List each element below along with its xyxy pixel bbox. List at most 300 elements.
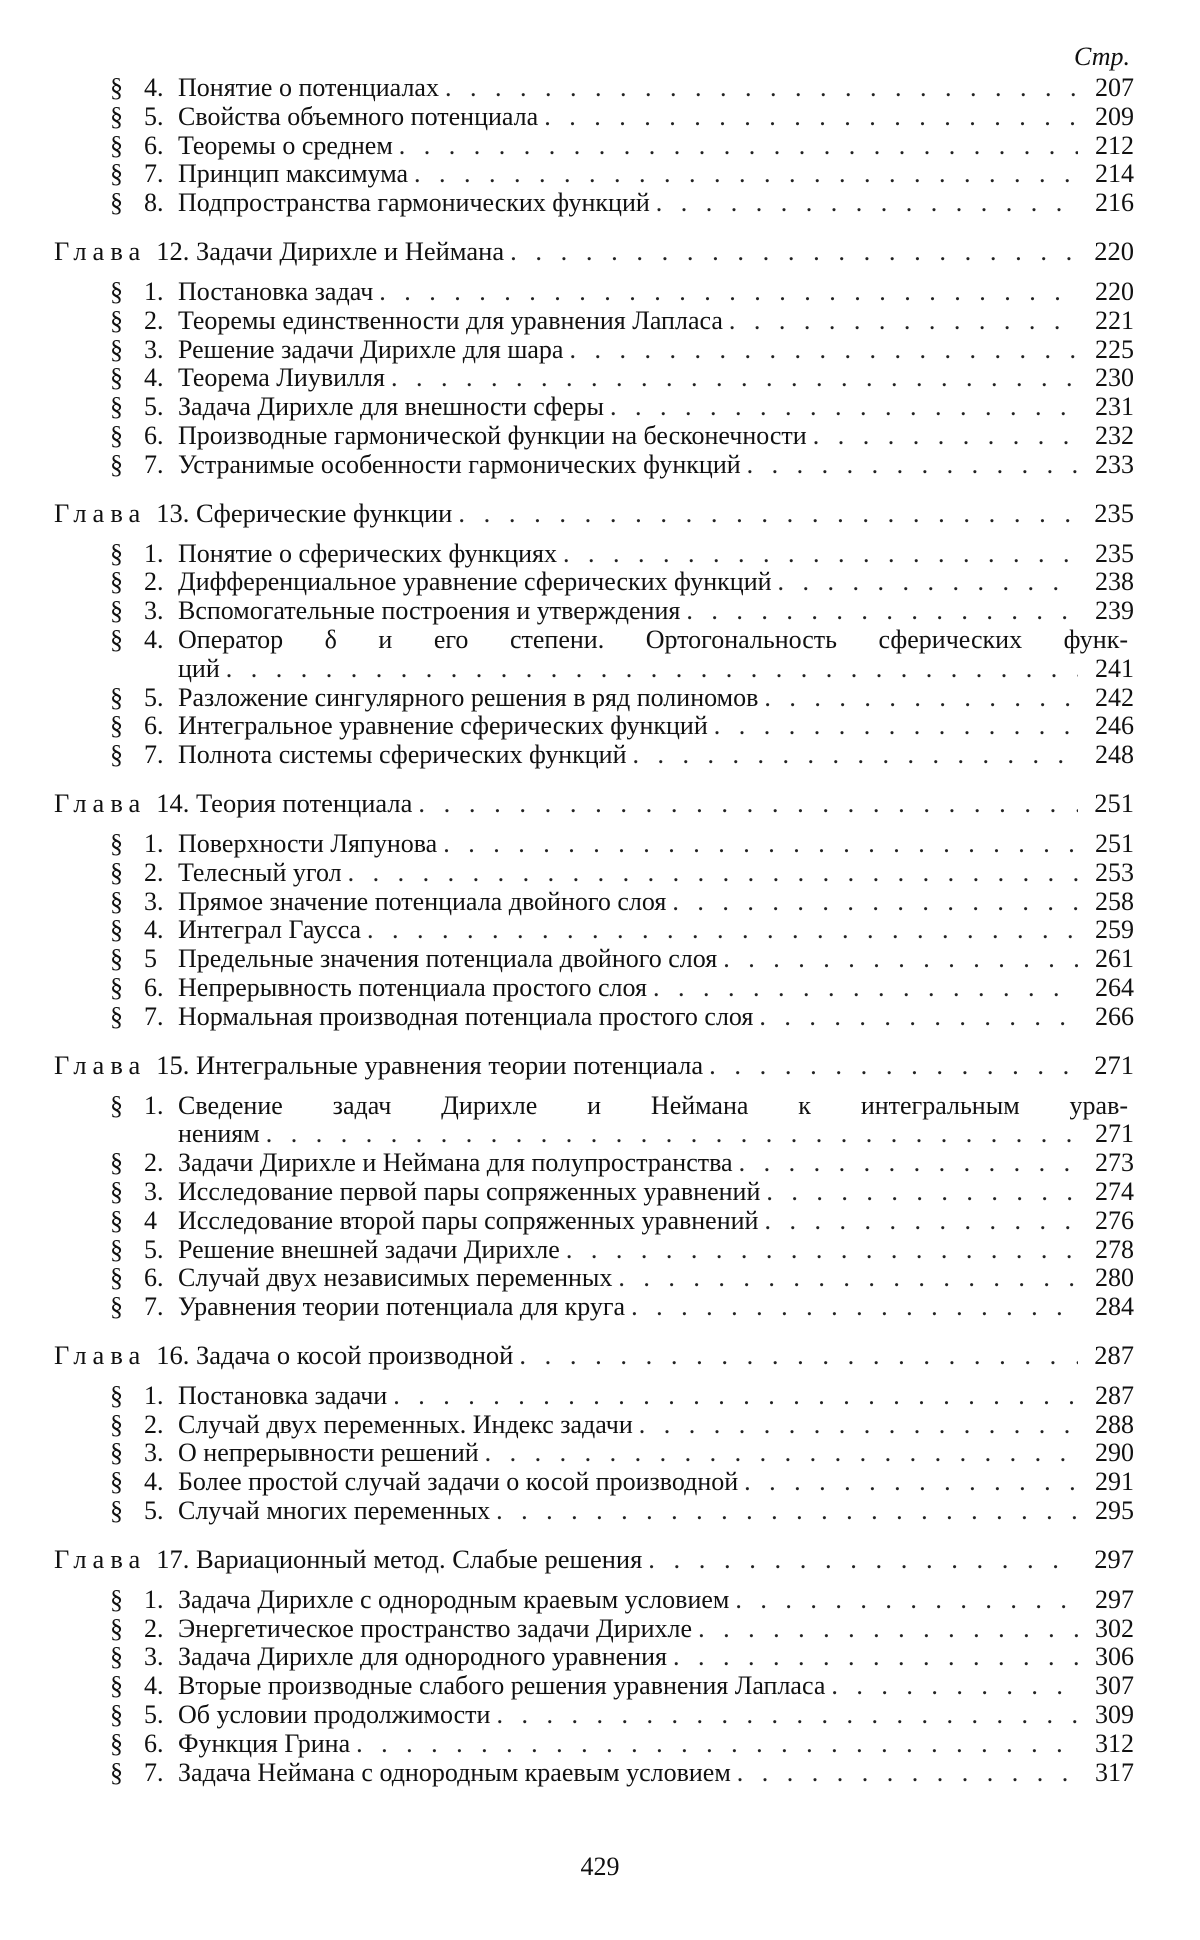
toc-section-entry: [54, 741, 1134, 770]
section-mark: §: [110, 130, 123, 160]
section-page: 242: [1095, 682, 1134, 712]
toc-section-entry: [54, 451, 1134, 480]
section-number: 6.: [144, 420, 164, 450]
toc-section-entry: [54, 888, 1134, 917]
chapter-title: 12. Задачи Дирихле и Неймана: [156, 235, 505, 266]
toc-section-entry: [54, 1643, 1134, 1672]
toc-section-entry: [54, 597, 1134, 626]
chapter-page: 220: [1094, 235, 1134, 266]
chapter-heading: [54, 1050, 1134, 1080]
section-mark: §: [110, 1148, 123, 1178]
section-page: 207: [1095, 73, 1134, 102]
section-number: 2.: [144, 1613, 164, 1643]
toc-section-entry: [54, 1382, 1134, 1411]
section-page: 312: [1095, 1728, 1134, 1758]
section-page: 221: [1095, 305, 1134, 335]
section-title: Свойства объемного потенциала: [178, 101, 539, 131]
toc-section-line-cont: [110, 655, 1134, 684]
section-number: 2.: [144, 567, 164, 597]
dot-leader: [414, 160, 1078, 189]
chapter-word: Глава: [54, 1339, 147, 1370]
section-title: Теорема Лиувилля: [178, 363, 385, 393]
section-page: 280: [1095, 1263, 1134, 1293]
section-number: 3.: [144, 886, 164, 916]
section-title: Постановка задач: [178, 276, 374, 306]
section-page: 238: [1095, 567, 1134, 597]
section-title: Вспомогательные построения и утверждения: [178, 596, 681, 626]
toc-section-entry: [54, 1003, 1134, 1032]
dot-leader: [399, 132, 1078, 161]
chapter-page: 297: [1094, 1543, 1134, 1574]
toc-section-entry: [54, 1586, 1134, 1615]
page-column-label: Стр.: [1074, 42, 1130, 71]
section-number: 1.: [144, 828, 164, 858]
section-title-cont: нениям: [178, 1119, 260, 1149]
section-page: 317: [1095, 1757, 1134, 1787]
dot-leader: [610, 393, 1078, 422]
section-number: 3.: [144, 1438, 164, 1468]
section-number: 5.: [144, 1700, 164, 1730]
section-mark: §: [110, 711, 123, 741]
section-title: Устранимые особенности гармонических функций: [178, 449, 741, 479]
chapter-title: 17. Вариационный метод. Слабые решения: [156, 1543, 643, 1574]
toc-section-entry: [54, 307, 1134, 336]
dot-leader: [686, 597, 1078, 626]
section-page: 266: [1095, 1001, 1134, 1031]
chapter-page: 271: [1094, 1049, 1134, 1080]
section-page: 273: [1095, 1148, 1134, 1178]
section-number: 4.: [144, 624, 164, 654]
toc-section-entry: [54, 684, 1134, 713]
toc-section-entry: [54, 974, 1134, 1003]
chapter-page: 251: [1094, 787, 1134, 818]
toc-section-entry: [54, 1092, 1134, 1150]
section-mark: §: [110, 159, 123, 189]
section-number: 7.: [144, 740, 164, 770]
toc-section-entry: [54, 712, 1134, 741]
section-page: 259: [1095, 915, 1134, 945]
section-mark: §: [110, 334, 123, 364]
section-mark: §: [110, 449, 123, 479]
dot-leader: [735, 1586, 1078, 1615]
section-number: 7.: [144, 159, 164, 189]
dot-leader: [485, 1439, 1078, 1468]
section-number: 7.: [144, 1292, 164, 1322]
chapter-word: Глава: [54, 1049, 147, 1080]
section-number: 1.: [144, 538, 164, 568]
section-title: Теоремы единственности для уравнения Лапласа: [178, 305, 723, 335]
section-mark: §: [110, 915, 123, 945]
chapter-title: 14. Теория потенциала: [156, 787, 413, 818]
toc-section-entry: [54, 132, 1134, 161]
dot-leader: [356, 1730, 1078, 1759]
section-mark: §: [110, 857, 123, 887]
section-page: 248: [1095, 740, 1134, 770]
toc-page: [54, 40, 1134, 1787]
section-title: Постановка задачи: [178, 1380, 388, 1410]
chapter-title: 13. Сферические функции: [156, 497, 453, 528]
dot-leader: [544, 103, 1078, 132]
section-title: Дифференциальное уравнение сферических функций: [178, 567, 772, 597]
section-mark: §: [110, 1613, 123, 1643]
dot-leader: [226, 655, 1078, 684]
section-title: Оператор δ и его степени. Ортогональность сферических функ-: [178, 624, 1128, 654]
section-number: 4.: [144, 1467, 164, 1497]
toc-section-entry: [54, 278, 1134, 307]
dot-leader: [673, 1643, 1078, 1672]
section-mark: §: [110, 538, 123, 568]
section-mark: §: [110, 1001, 123, 1031]
section-mark: §: [110, 886, 123, 916]
section-number: 3.: [144, 334, 164, 364]
toc-section-entry: [54, 1615, 1134, 1644]
section-mark: §: [110, 73, 123, 102]
section-number: 6.: [144, 1728, 164, 1758]
toc-section-entry: [54, 859, 1134, 888]
section-page: 241: [1095, 653, 1134, 683]
dot-leader: [759, 1003, 1078, 1032]
section-title: Задача Дирихле для однородного уравнения: [178, 1642, 668, 1672]
section-number: 1.: [144, 276, 164, 306]
toc-section-entry: [54, 364, 1134, 393]
section-number: 4.: [144, 73, 164, 102]
toc-section-entry: [54, 916, 1134, 945]
toc-section-entry: [54, 103, 1134, 132]
section-title: Нормальная производная потенциала простого слоя: [178, 1001, 754, 1031]
toc-section-entry: [54, 74, 1134, 103]
section-mark: §: [110, 1234, 123, 1264]
section-number: 1.: [144, 1090, 164, 1120]
dot-leader: [496, 1497, 1078, 1526]
section-title: Более простой случай задачи о косой производной: [178, 1467, 739, 1497]
section-mark: §: [110, 1292, 123, 1322]
section-number: 5.: [144, 1234, 164, 1264]
section-title: Полнота системы сферических функций: [178, 740, 627, 770]
section-title: Решение задачи Дирихле для шара: [178, 334, 564, 364]
toc-section-entry: [54, 1672, 1134, 1701]
toc-section-line: [110, 626, 1134, 655]
section-mark: §: [110, 305, 123, 335]
dot-leader: [266, 1120, 1078, 1149]
section-number: 5.: [144, 1496, 164, 1526]
toc-section-entry: [54, 568, 1134, 597]
chapter-list: [54, 236, 1134, 1787]
dot-leader: [729, 307, 1078, 336]
dot-leader: [656, 189, 1078, 218]
section-title: Задача Дирихле для внешности сферы: [178, 392, 604, 422]
toc-section-entry: [54, 830, 1134, 859]
section-page: 306: [1095, 1642, 1134, 1672]
dot-leader: [443, 830, 1078, 859]
chapter-block: [54, 498, 1134, 770]
section-page: 302: [1095, 1613, 1134, 1643]
section-mark: §: [110, 1263, 123, 1293]
section-title: Принцип максимума: [178, 159, 409, 189]
section-mark: §: [110, 1205, 123, 1235]
chapter-title: 16. Задача о косой производной: [156, 1339, 514, 1370]
dot-leader: [831, 1672, 1078, 1701]
toc-section-entry: [54, 1759, 1134, 1788]
chapter-word: Глава: [54, 787, 147, 818]
section-title: Решение внешней задачи Дирихле: [178, 1234, 560, 1264]
section-number: 5.: [144, 392, 164, 422]
section-page: 278: [1095, 1234, 1134, 1264]
section-title: Случай двух независимых переменных: [178, 1263, 613, 1293]
section-title: Понятие о потенциалах: [178, 73, 439, 102]
section-title: Вторые производные слабого решения уравнения Лапласа: [178, 1671, 826, 1701]
section-number: 7.: [144, 449, 164, 479]
dot-leader: [813, 422, 1078, 451]
section-number: 2.: [144, 1409, 164, 1439]
toc-section-line: [110, 1092, 1134, 1121]
toc-section-entry: [54, 1236, 1134, 1265]
section-page: 295: [1095, 1496, 1134, 1526]
section-mark: §: [110, 567, 123, 597]
section-page: 225: [1095, 334, 1134, 364]
chapter-block: [54, 236, 1134, 480]
section-title: Разложение сингулярного решения в ряд полиномов: [178, 682, 759, 712]
section-page: 235: [1095, 538, 1134, 568]
section-number: 7.: [144, 1757, 164, 1787]
dot-leader: [648, 1544, 1078, 1574]
section-number: 1.: [144, 1584, 164, 1614]
toc-section-entry: [54, 160, 1134, 189]
section-page: 239: [1095, 596, 1134, 626]
chapter-word: Глава: [54, 497, 147, 528]
section-page: 264: [1095, 972, 1134, 1002]
section-page: 284: [1095, 1292, 1134, 1322]
section-number: 6.: [144, 1263, 164, 1293]
section-page: 251: [1095, 828, 1134, 858]
toc-section-entry: [54, 1207, 1134, 1236]
dot-leader: [379, 278, 1078, 307]
section-mark: §: [110, 101, 123, 131]
toc-section-entry: [54, 1293, 1134, 1322]
section-mark: §: [110, 420, 123, 450]
section-number: 4: [144, 1205, 157, 1235]
toc-section-entry: [54, 1149, 1134, 1178]
section-page: 220: [1095, 276, 1134, 306]
section-number: 6.: [144, 972, 164, 1002]
section-title: Исследование первой пары сопряженных уравнений: [178, 1176, 761, 1206]
section-page: 288: [1095, 1409, 1134, 1439]
dot-leader: [698, 1615, 1078, 1644]
toc-section-entry: [54, 336, 1134, 365]
dot-leader: [778, 568, 1078, 597]
section-title: Непрерывность потенциала простого слоя: [178, 972, 647, 1002]
section-title: Телесный угол: [178, 857, 342, 887]
section-mark: §: [110, 596, 123, 626]
section-number: 2.: [144, 305, 164, 335]
section-mark: §: [110, 1584, 123, 1614]
section-mark: §: [110, 828, 123, 858]
section-title: Производные гармонической функции на бесконечности: [178, 420, 807, 450]
dot-leader: [367, 916, 1078, 945]
dot-leader: [672, 888, 1078, 917]
dot-leader: [739, 1149, 1078, 1178]
chapter-block: [54, 1544, 1134, 1788]
section-title-cont: ций: [178, 653, 220, 683]
section-page: 309: [1095, 1700, 1134, 1730]
section-page: 233: [1095, 449, 1134, 479]
section-mark: §: [110, 1700, 123, 1730]
section-title: Теоремы о среднем: [178, 130, 393, 160]
section-page: 271: [1095, 1119, 1134, 1149]
section-mark: §: [110, 1380, 123, 1410]
dot-leader: [653, 974, 1078, 1003]
section-page: 246: [1095, 711, 1134, 741]
section-mark: §: [110, 1757, 123, 1787]
toc-section-entry: [54, 1497, 1134, 1526]
chapter-block: [54, 1050, 1134, 1322]
dot-leader: [764, 684, 1078, 713]
dot-leader: [510, 236, 1078, 266]
section-page: 232: [1095, 420, 1134, 450]
chapter-heading: [54, 1544, 1134, 1574]
toc-section-entry: [54, 422, 1134, 451]
page-number: 429: [580, 1852, 620, 1881]
section-page: 212: [1095, 130, 1134, 160]
section-number: 5.: [144, 682, 164, 712]
dot-leader: [764, 1207, 1078, 1236]
section-title: Случай двух переменных. Индекс задачи: [178, 1409, 633, 1439]
dot-leader: [747, 451, 1078, 480]
chapter-block: [54, 1340, 1134, 1526]
section-number: 2.: [144, 857, 164, 887]
section-number: 4.: [144, 915, 164, 945]
section-mark: §: [110, 188, 123, 218]
section-title: Подпространства гармонических функций: [178, 188, 650, 218]
section-title: Случай многих переменных: [178, 1496, 491, 1526]
section-mark: §: [110, 1438, 123, 1468]
toc-section-entry: [54, 1264, 1134, 1293]
section-title: Энергетическое пространство задачи Дирихле: [178, 1613, 693, 1643]
dot-leader: [744, 1468, 1078, 1497]
chapter-block: [54, 788, 1134, 1032]
section-title: Задача Неймана с однородным краевым условием: [178, 1757, 731, 1787]
section-number: 3.: [144, 596, 164, 626]
toc-section-entry: [54, 626, 1134, 684]
chapter-heading: [54, 236, 1134, 266]
section-mark: §: [110, 392, 123, 422]
dot-leader: [569, 336, 1078, 365]
section-title: Поверхности Ляпунова: [178, 828, 438, 858]
chapter-page: 235: [1094, 497, 1134, 528]
dot-leader: [631, 1293, 1078, 1322]
dot-leader: [566, 1236, 1078, 1265]
dot-leader: [458, 498, 1078, 528]
toc-section-line-cont: [110, 1120, 1134, 1149]
section-mark: §: [110, 972, 123, 1002]
section-page: 276: [1095, 1205, 1134, 1235]
section-mark: §: [110, 1496, 123, 1526]
section-mark: §: [110, 1467, 123, 1497]
dot-leader: [639, 1411, 1078, 1440]
dot-leader: [418, 788, 1078, 818]
section-page: 209: [1095, 101, 1134, 131]
toc-section-entry: [54, 1178, 1134, 1207]
section-page: 287: [1095, 1380, 1134, 1410]
section-number: 4.: [144, 1671, 164, 1701]
toc-section-entry: [54, 1411, 1134, 1440]
section-title: Понятие о сферических функциях: [178, 538, 558, 568]
chapter-heading: [54, 498, 1134, 528]
section-title: Об условии продолжимости: [178, 1700, 491, 1730]
section-number: 1.: [144, 1380, 164, 1410]
section-mark: §: [110, 363, 123, 393]
section-page: 231: [1095, 392, 1134, 422]
section-mark: §: [110, 1409, 123, 1439]
section-mark: §: [110, 624, 123, 654]
section-title: Функция Грина: [178, 1728, 351, 1758]
dot-leader: [737, 1759, 1078, 1788]
section-number: 6.: [144, 711, 164, 741]
section-page: 253: [1095, 857, 1134, 887]
section-title: Сведение задач Дирихле и Неймана к интегральным урав-: [178, 1090, 1128, 1120]
section-mark: §: [110, 944, 123, 974]
section-mark: §: [110, 1728, 123, 1758]
toc-section-entry: [54, 540, 1134, 569]
toc-section-entry: [54, 1701, 1134, 1730]
section-title: Прямое значение потенциала двойного слоя: [178, 886, 667, 916]
section-mark: §: [110, 276, 123, 306]
chapter-heading: [54, 788, 1134, 818]
section-mark: §: [110, 740, 123, 770]
section-number: 3.: [144, 1642, 164, 1672]
dot-leader: [519, 1340, 1078, 1370]
section-page: 216: [1095, 188, 1134, 218]
section-title: Уравнения теории потенциала для круга: [178, 1292, 626, 1322]
dot-leader: [348, 859, 1078, 888]
section-page: 291: [1095, 1467, 1134, 1497]
section-number: 2.: [144, 1148, 164, 1178]
section-page: 307: [1095, 1671, 1134, 1701]
section-page: 297: [1095, 1584, 1134, 1614]
section-page: 230: [1095, 363, 1134, 393]
toc-section-entry: [54, 393, 1134, 422]
section-page: 261: [1095, 944, 1134, 974]
dot-leader: [709, 1050, 1078, 1080]
chapter-heading: [54, 1340, 1134, 1370]
chapter-page: 287: [1094, 1339, 1134, 1370]
section-mark: §: [110, 1176, 123, 1206]
section-mark: §: [110, 1642, 123, 1672]
section-title: Исследование второй пары сопряженных уравнений: [178, 1205, 759, 1235]
section-number: 5.: [144, 101, 164, 131]
section-number: 4.: [144, 363, 164, 393]
section-number: 8.: [144, 188, 164, 218]
section-number: 5: [144, 944, 157, 974]
dot-leader: [445, 74, 1078, 103]
dot-leader: [618, 1264, 1078, 1293]
section-mark: §: [110, 1090, 123, 1120]
section-page: 290: [1095, 1438, 1134, 1468]
section-number: 7.: [144, 1001, 164, 1031]
section-title: Задачи Дирихле и Неймана для полупространства: [178, 1148, 733, 1178]
dot-leader: [391, 364, 1078, 393]
section-title: Интеграл Гаусса: [178, 915, 362, 945]
dot-leader: [714, 712, 1078, 741]
chapter-word: Глава: [54, 1543, 147, 1574]
section-mark: §: [110, 1671, 123, 1701]
intro-section-list: [54, 74, 1134, 218]
section-title: Интегральное уравнение сферических функций: [178, 711, 708, 741]
toc-section-entry: [54, 189, 1134, 218]
section-mark: §: [110, 682, 123, 712]
section-number: 6.: [144, 130, 164, 160]
dot-leader: [393, 1382, 1078, 1411]
chapter-title: 15. Интегральные уравнения теории потенциала: [156, 1049, 704, 1080]
